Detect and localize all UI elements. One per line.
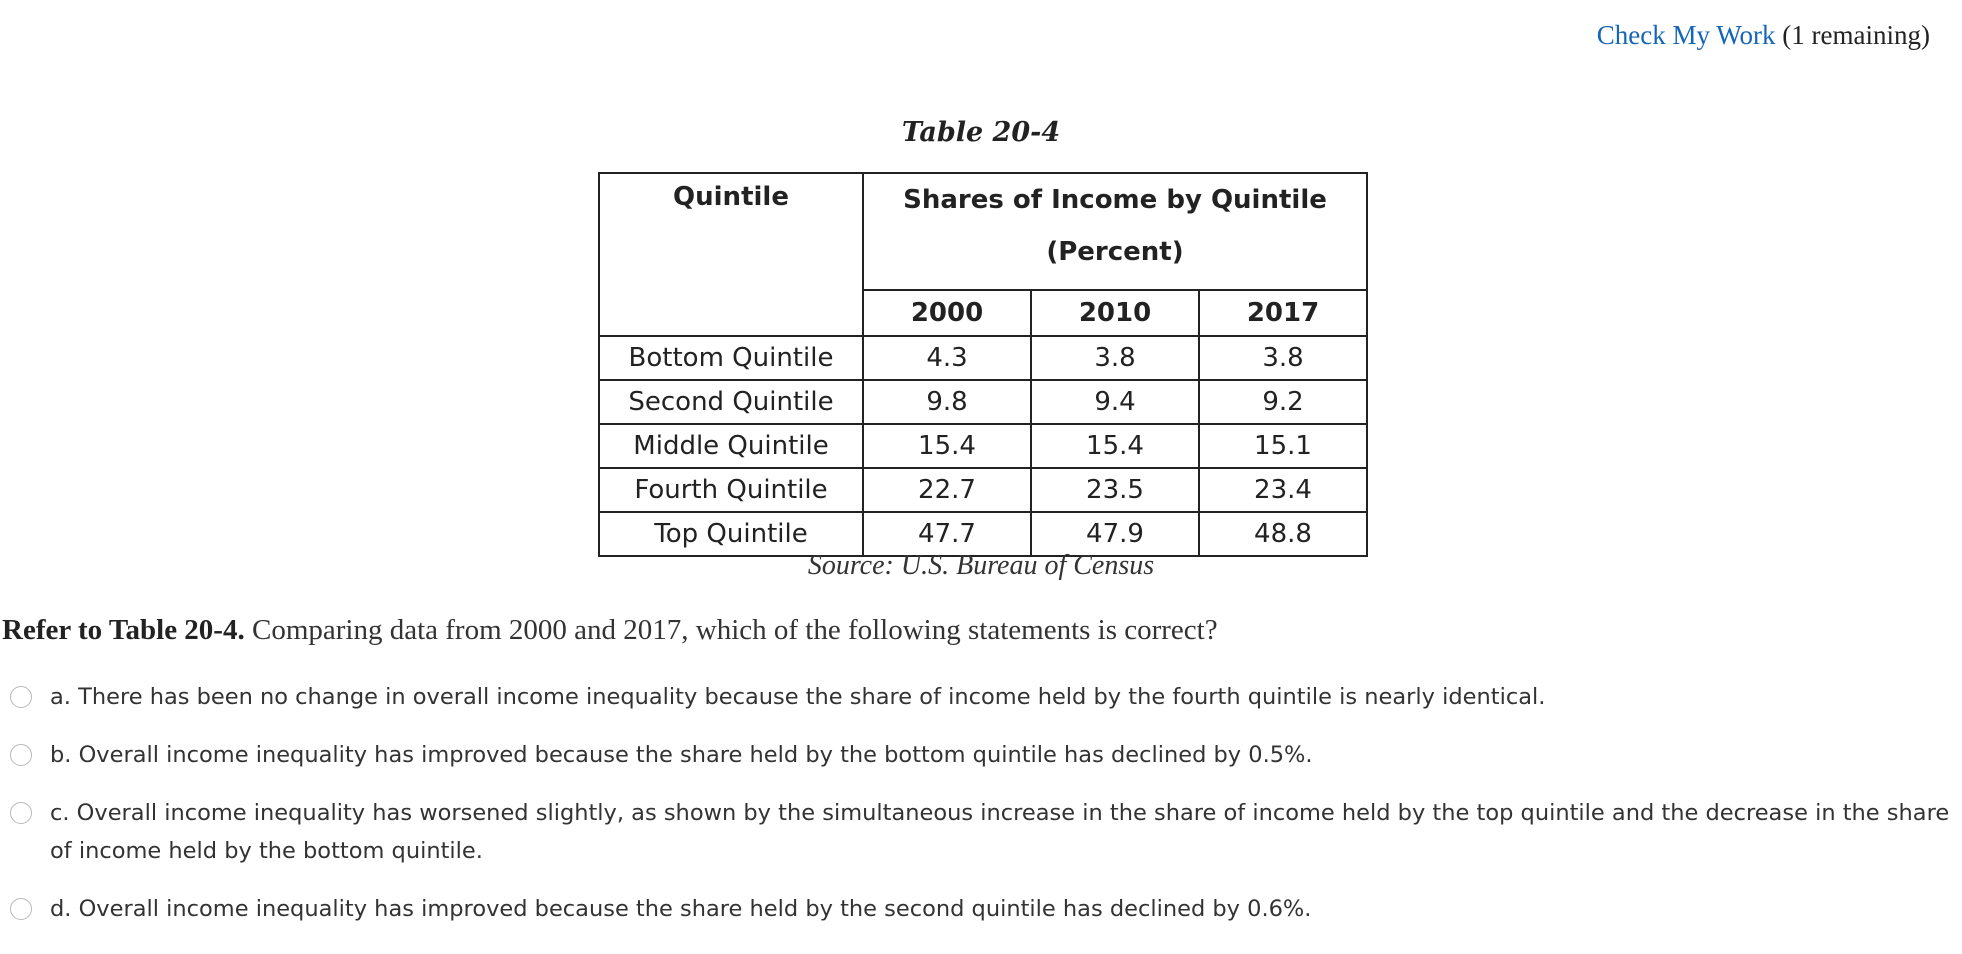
question-prompt	[2, 614, 1218, 647]
question-text: Comparing data from 2000 and 2017, which of the following statements is correct?	[244, 614, 1218, 646]
table-cell: 23.4	[1199, 468, 1367, 512]
check-my-work-link[interactable]: Check My Work	[1596, 20, 1776, 50]
table-cell: 22.7	[863, 468, 1031, 512]
row-label: Top Quintile	[599, 512, 863, 556]
header-year: 2017	[1199, 290, 1367, 336]
table-title: Table 20-4	[901, 117, 1061, 148]
header-quintile: Quintile	[599, 173, 863, 290]
header-shares-title: Shares of Income by Quintile	[903, 185, 1327, 215]
header-year: 2010	[1031, 290, 1199, 336]
radio-button-b[interactable]	[10, 744, 32, 766]
answer-option-b[interactable]	[10, 736, 1950, 774]
answer-option-a[interactable]	[10, 678, 1950, 716]
row-label: Middle Quintile	[599, 424, 863, 468]
answer-option-text: b. Overall income inequality has improved because the share held by the bottom quintile has declined by 0.5%.	[50, 742, 1313, 768]
table-row	[599, 336, 1367, 380]
answer-option-text: d. Overall income inequality has improved because the share held by the second quintile has declined by 0.6%.	[50, 896, 1312, 922]
table-cell: 47.9	[1031, 512, 1199, 556]
table-cell: 15.1	[1199, 424, 1367, 468]
table-cell: 23.5	[1031, 468, 1199, 512]
header-blank	[599, 290, 863, 336]
table-cell: 47.7	[863, 512, 1031, 556]
row-label: Bottom Quintile	[599, 336, 863, 380]
table-source: Source: U.S. Bureau of Census	[807, 550, 1155, 581]
header-shares-unit: (Percent)	[1046, 237, 1184, 267]
answer-option-d[interactable]	[10, 890, 1950, 928]
table-row	[599, 468, 1367, 512]
table-cell: 9.2	[1199, 380, 1367, 424]
table-cell: 9.8	[863, 380, 1031, 424]
header-year: 2000	[863, 290, 1031, 336]
header-shares	[863, 173, 1367, 290]
income-table-container	[598, 172, 1368, 557]
answer-option-text: c. Overall income inequality has worsened slightly, as shown by the simultaneous increase in the share of income held by the top quintile and the decrease in the share of income held by the bottom quintile.	[50, 800, 1950, 864]
row-label: Second Quintile	[599, 380, 863, 424]
check-work-area	[1597, 20, 1930, 51]
table-cell: 15.4	[1031, 424, 1199, 468]
table-cell: 3.8	[1199, 336, 1367, 380]
income-table	[598, 172, 1368, 557]
answer-option-text: a. There has been no change in overall income inequality because the share of income held by the fourth quintile is nearly identical.	[50, 684, 1546, 710]
answer-option-c[interactable]	[10, 794, 1950, 870]
remaining-attempts: (1 remaining)	[1782, 20, 1930, 50]
table-cell: 3.8	[1031, 336, 1199, 380]
radio-button-c[interactable]	[10, 802, 32, 824]
answer-options	[10, 678, 1950, 948]
radio-button-d[interactable]	[10, 898, 32, 920]
question-lead: Refer to Table 20-4.	[2, 614, 245, 646]
table-row	[599, 424, 1367, 468]
table-row	[599, 380, 1367, 424]
table-cell: 9.4	[1031, 380, 1199, 424]
table-cell: 48.8	[1199, 512, 1367, 556]
table-cell: 15.4	[863, 424, 1031, 468]
radio-button-a[interactable]	[10, 686, 32, 708]
table-cell: 4.3	[863, 336, 1031, 380]
row-label: Fourth Quintile	[599, 468, 863, 512]
